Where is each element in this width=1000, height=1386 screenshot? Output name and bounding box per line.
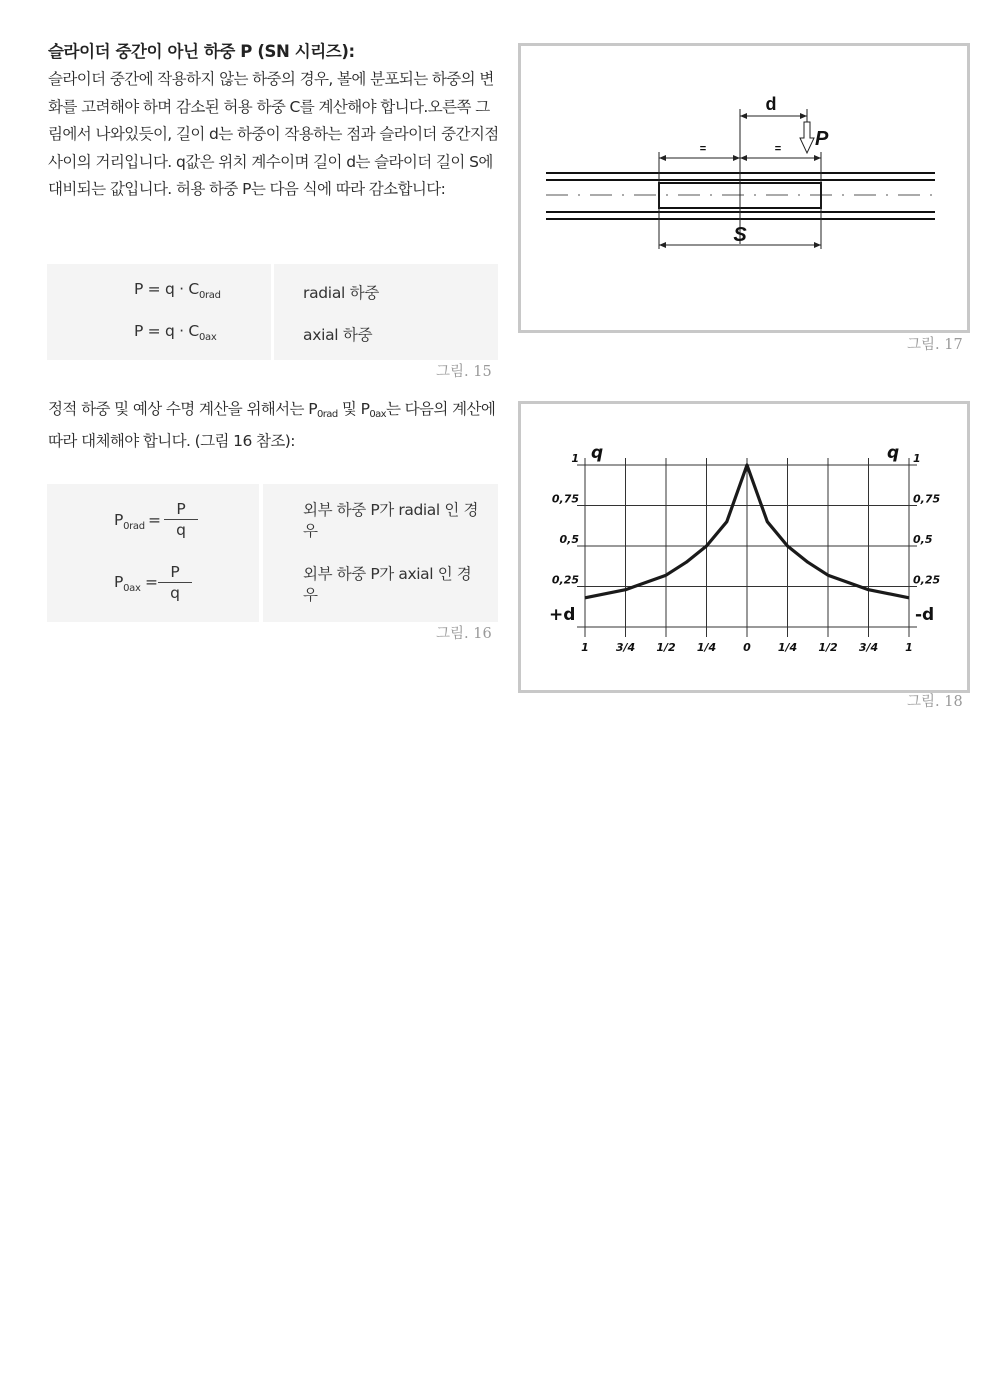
subscript: 0rad bbox=[317, 409, 338, 420]
formula-subscript: 0ax bbox=[198, 332, 217, 343]
x-tick-label: 1/4 bbox=[777, 641, 798, 654]
fig17-caption: 그림. 17 bbox=[907, 337, 963, 353]
x-end-label-left: +d bbox=[549, 605, 576, 625]
fig17-frame bbox=[518, 43, 970, 333]
subscript: 0ax bbox=[369, 409, 386, 420]
numerator: P bbox=[158, 563, 192, 583]
equal-mark-right: = bbox=[774, 143, 782, 155]
fig15-label-radial: radial 하중 bbox=[303, 284, 379, 302]
paragraph-text: 정적 하중 및 예상 수명 계산을 위해서는 P bbox=[48, 400, 318, 418]
x-tick-label: 1/4 bbox=[696, 641, 717, 654]
paragraph-text: 는 다음의 계산에 따라 대체해야 합니다. (그림 16 참조): bbox=[48, 400, 496, 450]
fig15-caption: 그림. 15 bbox=[436, 364, 492, 380]
formula-main: P = q · C bbox=[134, 322, 199, 340]
section-heading: 슬라이더 중간이 아닌 하중 P (SN 시리즈): bbox=[48, 42, 355, 61]
fig18-frame bbox=[518, 401, 970, 693]
fig18-caption: 그림. 18 bbox=[907, 694, 963, 710]
denominator: q bbox=[170, 584, 180, 602]
fig15-formula-cell bbox=[47, 264, 271, 360]
load-arrow-icon bbox=[800, 122, 814, 153]
x-tick-label: 1 bbox=[905, 641, 913, 654]
fig18-chart bbox=[521, 404, 967, 690]
y-tick-label-right: 1 bbox=[913, 452, 921, 465]
fig15-formula-radial bbox=[134, 280, 221, 301]
d-label: d bbox=[765, 94, 777, 114]
fig16-fraction-radial bbox=[164, 500, 198, 540]
x-tick-label: 0 bbox=[743, 641, 751, 654]
numerator: P bbox=[164, 500, 198, 520]
equal-mark-left: = bbox=[699, 143, 707, 155]
fig16-label-radial: 외부 하중 P가 radial 인 경우 bbox=[303, 501, 479, 540]
y-tick-label-left: 0,25 bbox=[551, 573, 579, 587]
y-tick-label-right: 0,5 bbox=[913, 533, 933, 546]
fig16-eq-axial: = bbox=[145, 573, 158, 591]
y-tick-label-left: 1 bbox=[571, 452, 579, 465]
lhs-symbol: P bbox=[114, 573, 124, 591]
fig16-lhs-radial bbox=[114, 511, 145, 532]
intro-paragraph: 슬라이더 중간에 작용하지 않는 하중의 경우, 볼에 분포되는 하중의 변화를 고려해야 하며 감소된 허용 하중 C를 계산해야 합니다.오른쪽 그림에서 나와있듯이, 길이 d는 하중이 작용하는 점과 슬라이더 중간지점 사이의 거리입니다. q값은 위치 계수이며 길이 d는 슬라이더 길이 S에 대비되는 값입니다. 허용 하중 P는 다음 식에 따라 감소합니다: bbox=[48, 70, 499, 199]
y-tick-label-left: 0,5 bbox=[559, 533, 579, 546]
fig16-caption: 그림. 16 bbox=[436, 626, 492, 642]
y-axis-label-right: q bbox=[887, 443, 900, 463]
x-tick-label: 1 bbox=[581, 641, 589, 654]
fig16-fraction-axial bbox=[158, 563, 192, 603]
x-tick-label: 1/2 bbox=[818, 641, 838, 654]
p-label: P bbox=[815, 128, 829, 150]
y-tick-label-right: 0,75 bbox=[913, 492, 941, 506]
formula-subscript: 0rad bbox=[198, 290, 221, 301]
denominator: q bbox=[176, 521, 186, 539]
x-end-label-right: -d bbox=[915, 605, 935, 625]
fig16-label-axial: 외부 하중 P가 axial 인 경우 bbox=[303, 565, 472, 604]
lhs-subscript: 0rad bbox=[123, 521, 145, 532]
y-tick-label-left: 0,75 bbox=[551, 492, 579, 506]
fig16-formula-cell bbox=[47, 484, 259, 622]
substitution-paragraph bbox=[48, 396, 500, 455]
y-tick-label-right: 0,25 bbox=[913, 573, 941, 587]
x-tick-label: 3/4 bbox=[858, 641, 879, 654]
y-axis-label-left: q bbox=[591, 443, 604, 463]
x-tick-label: 1/2 bbox=[656, 641, 676, 654]
x-tick-label: 3/4 bbox=[615, 641, 636, 654]
fig15-label-cell bbox=[274, 264, 498, 360]
fig17-slider-diagram bbox=[521, 46, 967, 330]
fig16-lhs-axial bbox=[114, 573, 141, 594]
fig15-formula-axial bbox=[134, 322, 216, 343]
formula-main: P = q · C bbox=[134, 280, 199, 298]
fig15-label-axial: axial 하중 bbox=[303, 326, 373, 344]
paragraph-text: 및 P bbox=[337, 400, 370, 418]
lhs-symbol: P bbox=[114, 511, 124, 529]
fig16-eq-radial: = bbox=[148, 511, 161, 529]
lhs-subscript: 0ax bbox=[123, 583, 141, 594]
s-label: S bbox=[733, 224, 747, 246]
